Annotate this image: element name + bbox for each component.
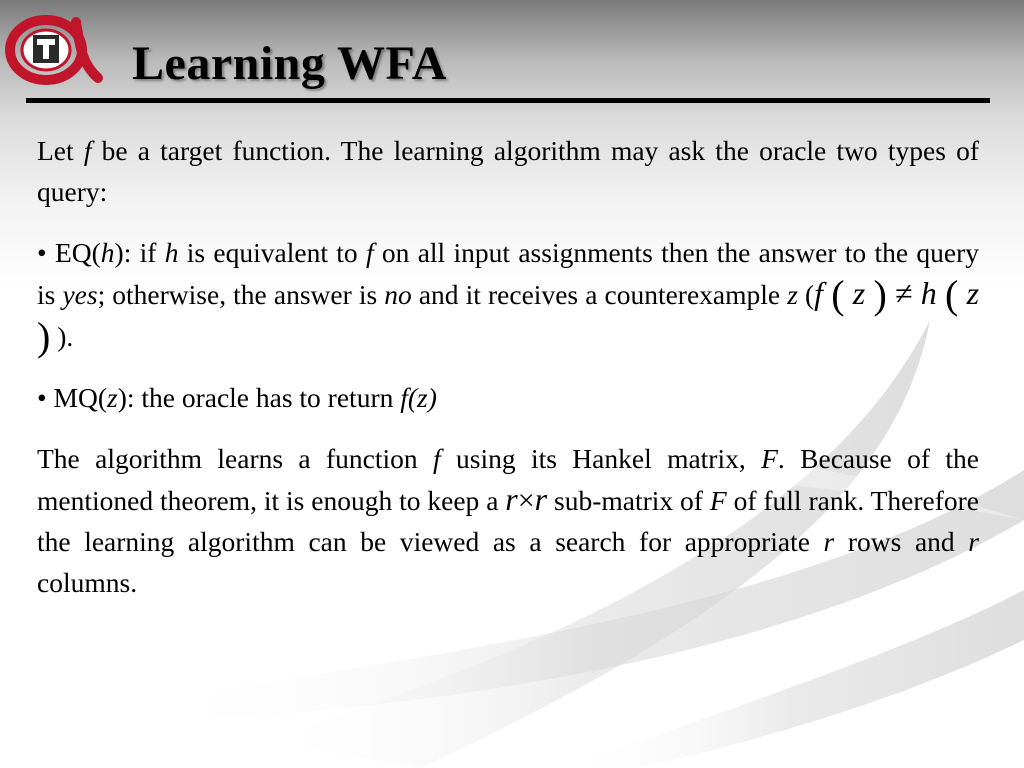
answer-no: no	[384, 279, 412, 310]
formula-r: r	[534, 481, 548, 517]
ar-logo-icon	[0, 2, 104, 94]
hankel-text: of full rank. Therefore the learning algorithm can be viewed as a search for appropriate	[37, 485, 979, 557]
times-symbol: ×	[517, 484, 535, 517]
bullet-icon: •	[37, 382, 47, 413]
answer-yes: yes	[62, 279, 98, 310]
mq-bullet-item	[37, 377, 979, 418]
var-F: F	[709, 485, 727, 516]
intro-paragraph	[37, 130, 979, 212]
var-f: f	[365, 237, 374, 268]
hankel-text: rows and	[834, 526, 969, 557]
title-underline	[26, 98, 990, 103]
formula-paren: )	[873, 272, 887, 317]
intro-text: Let	[37, 135, 84, 166]
hankel-text: The algorithm learns a function	[37, 443, 433, 474]
formula-z: z	[852, 275, 866, 311]
var-h: h	[164, 237, 179, 268]
formula-paren: (	[945, 272, 959, 317]
var-r: r	[823, 526, 835, 557]
eq-text: ).	[50, 321, 74, 352]
slide-title: Learning WFA	[132, 37, 447, 90]
bullet-icon: •	[37, 237, 47, 268]
intro-text: be a target function. The learning algorithm may ask the oracle two types of query:	[37, 135, 979, 207]
var-fz: f(z)	[400, 382, 437, 413]
formula-paren: )	[37, 314, 51, 359]
eq-text: on all input assignments then the answer to the query is	[37, 237, 979, 310]
var-r: r	[968, 526, 979, 557]
mq-text: ): the oracle has to return	[117, 382, 401, 413]
not-equal-symbol: ≠	[895, 275, 913, 311]
eq-text: (	[797, 279, 815, 310]
var-F: F	[761, 443, 778, 474]
formula-h: h	[920, 275, 937, 311]
formula-r: r	[505, 481, 518, 517]
eq-text: ): if	[114, 237, 165, 268]
formula-paren: (	[831, 272, 845, 317]
eq-text: ; otherwise, the answer is	[97, 279, 385, 310]
eq-bullet-item	[37, 232, 979, 357]
r-by-r-formula	[505, 481, 547, 517]
var-z: z	[107, 382, 118, 413]
mq-label: MQ(	[53, 382, 107, 413]
slide-body	[37, 130, 979, 623]
eq-label: EQ(	[54, 237, 101, 268]
formula-z: z	[966, 275, 980, 311]
var-h: h	[100, 237, 115, 268]
hankel-paragraph	[37, 438, 979, 603]
var-f: f	[83, 135, 92, 166]
eq-text: and it receives a counterexample	[411, 279, 788, 310]
eq-text: is equivalent to	[178, 237, 366, 268]
var-f: f	[433, 443, 441, 474]
var-z: z	[787, 279, 798, 310]
hankel-text: sub-matrix of	[547, 485, 710, 516]
hankel-text: columns.	[37, 567, 138, 598]
hankel-text: using its Hankel matrix,	[440, 443, 762, 474]
formula-f: f	[814, 275, 824, 311]
hankel-text: . Because of the mentioned theorem, it is enough to keep a	[37, 443, 979, 516]
